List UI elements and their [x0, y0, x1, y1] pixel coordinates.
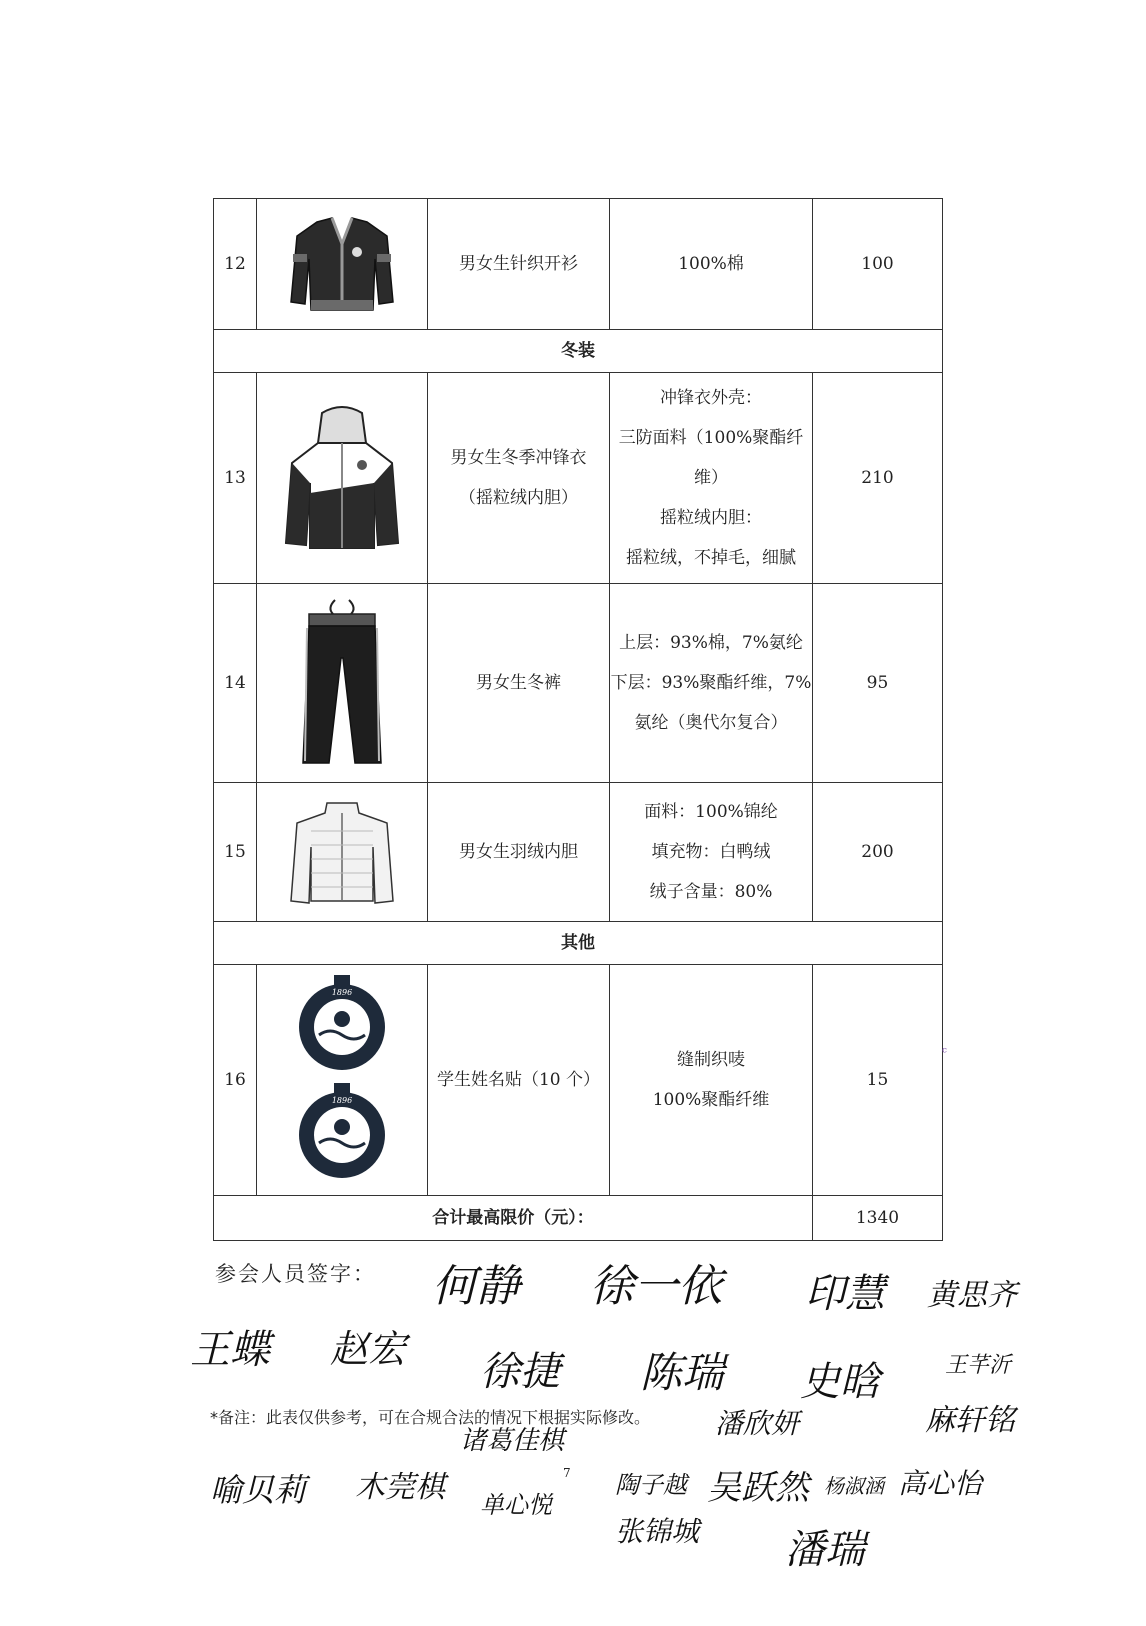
item-price: 15 [813, 965, 943, 1196]
material-line: 上层：93%棉，7%氨纶 [619, 633, 803, 653]
material-line: 100%聚酯纤维 [652, 1090, 770, 1110]
total-label: 合计最高限价（元）： [214, 1196, 813, 1241]
item-number: 14 [214, 584, 257, 783]
signature: 陈瑞 [640, 1348, 725, 1397]
signature: 徐捷 [480, 1349, 560, 1395]
material-line: 缝制织唛 [677, 1050, 745, 1070]
signature: 王蝶 [190, 1327, 270, 1373]
item-name [428, 584, 610, 783]
item-name-line: 学生姓名贴（10 个） [436, 1070, 601, 1090]
material-line: 填充物：白鸭绒 [651, 842, 771, 862]
signature: 史晗 [800, 1359, 880, 1405]
signature: 张锦城 [615, 1515, 700, 1548]
table-row [214, 965, 943, 1196]
material-line: 氨纶（奥代尔复合） [634, 713, 788, 733]
cardigan-icon [287, 214, 397, 314]
signatures-label: 参会人员签字： [215, 1262, 376, 1286]
item-number: 16 [214, 965, 257, 1196]
badge-year: 1896 [331, 1096, 353, 1105]
cardigan-image [257, 199, 428, 330]
uniform-price-table [213, 198, 943, 1241]
signature: 徐一依 [590, 1261, 722, 1312]
material-line: 100%棉 [678, 254, 744, 274]
down-liner-icon [287, 797, 397, 907]
section-heading: 冬装 [214, 330, 943, 373]
signature: 杨淑涵 [824, 1474, 884, 1498]
item-material [610, 584, 813, 783]
winter-pants-icon [297, 598, 387, 768]
down-liner-image [257, 783, 428, 922]
signature: 潘欣妍 [715, 1407, 800, 1440]
signature: 潘瑞 [785, 1527, 865, 1573]
section-row [214, 922, 943, 965]
item-name [428, 199, 610, 330]
item-material [610, 373, 813, 584]
material-line: 下层：93%聚酯纤维，7% [610, 673, 812, 693]
item-name-line: 男女生针织开衫 [459, 254, 578, 274]
material-line: 三防面料（100%聚酯纤 [618, 428, 804, 448]
item-name [428, 373, 610, 584]
section-row [214, 330, 943, 373]
remark-note: *备注：此表仅供参考，可在合规合法的情况下根据实际修改。 [210, 1408, 651, 1427]
material-line: 面料：100%锦纶 [644, 802, 778, 822]
signature: 木莞棋 [355, 1470, 445, 1505]
item-price: 200 [813, 783, 943, 922]
item-name-line: 男女生羽绒内胆 [459, 842, 578, 862]
item-name-line: （摇粒绒内胆） [459, 488, 578, 508]
page-number: 7 [563, 1466, 571, 1480]
item-price: 95 [813, 584, 943, 783]
signature: 吴跃然 [707, 1468, 809, 1508]
name-label-image [257, 965, 428, 1196]
material-line: 维） [694, 468, 728, 488]
item-number: 12 [214, 199, 257, 330]
item-material [610, 783, 813, 922]
item-name-line: 男女生冬季冲锋衣 [450, 448, 587, 468]
signature: 赵宏 [330, 1327, 407, 1371]
signature: 黄思齐 [927, 1278, 1017, 1313]
signature: 印慧 [805, 1271, 885, 1317]
item-name [428, 965, 610, 1196]
signature: 何静 [432, 1261, 520, 1312]
item-material [610, 965, 813, 1196]
signature: 单心悦 [480, 1491, 552, 1519]
signature: 喻贝莉 [210, 1471, 307, 1509]
signature: 诸葛佳棋 [460, 1426, 565, 1456]
material-line: 绒子含量：80% [649, 882, 773, 902]
table-row [214, 783, 943, 922]
winter-jacket-icon [282, 403, 402, 553]
item-name [428, 783, 610, 922]
total-row [214, 1196, 943, 1241]
item-name-line: 男女生冬裤 [476, 673, 561, 693]
item-number: 13 [214, 373, 257, 584]
table-row [214, 373, 943, 584]
item-price: 210 [813, 373, 943, 584]
material-line: 摇粒绒，不掉毛，细腻 [626, 548, 796, 568]
section-heading: 其他 [214, 922, 943, 965]
item-number: 15 [214, 783, 257, 922]
winter-pants-image [257, 584, 428, 783]
table-row [214, 584, 943, 783]
material-line: 冲锋衣外壳： [660, 388, 762, 408]
badge-year: 1896 [331, 988, 353, 997]
total-value: 1340 [813, 1196, 943, 1241]
table-row [214, 199, 943, 330]
material-line: 摇粒绒内胆： [660, 508, 762, 528]
signature: 陶子越 [615, 1471, 687, 1499]
school-badge-icon [297, 975, 387, 1185]
item-price: 100 [813, 199, 943, 330]
signature: 王芊沂 [945, 1353, 1012, 1378]
pen-mark-icon: ᶜ [942, 1045, 947, 1061]
item-material [610, 199, 813, 330]
winter-jacket-image [257, 373, 428, 584]
signature: 麻轩铭 [925, 1403, 1015, 1438]
signature: 高心怡 [898, 1467, 983, 1500]
